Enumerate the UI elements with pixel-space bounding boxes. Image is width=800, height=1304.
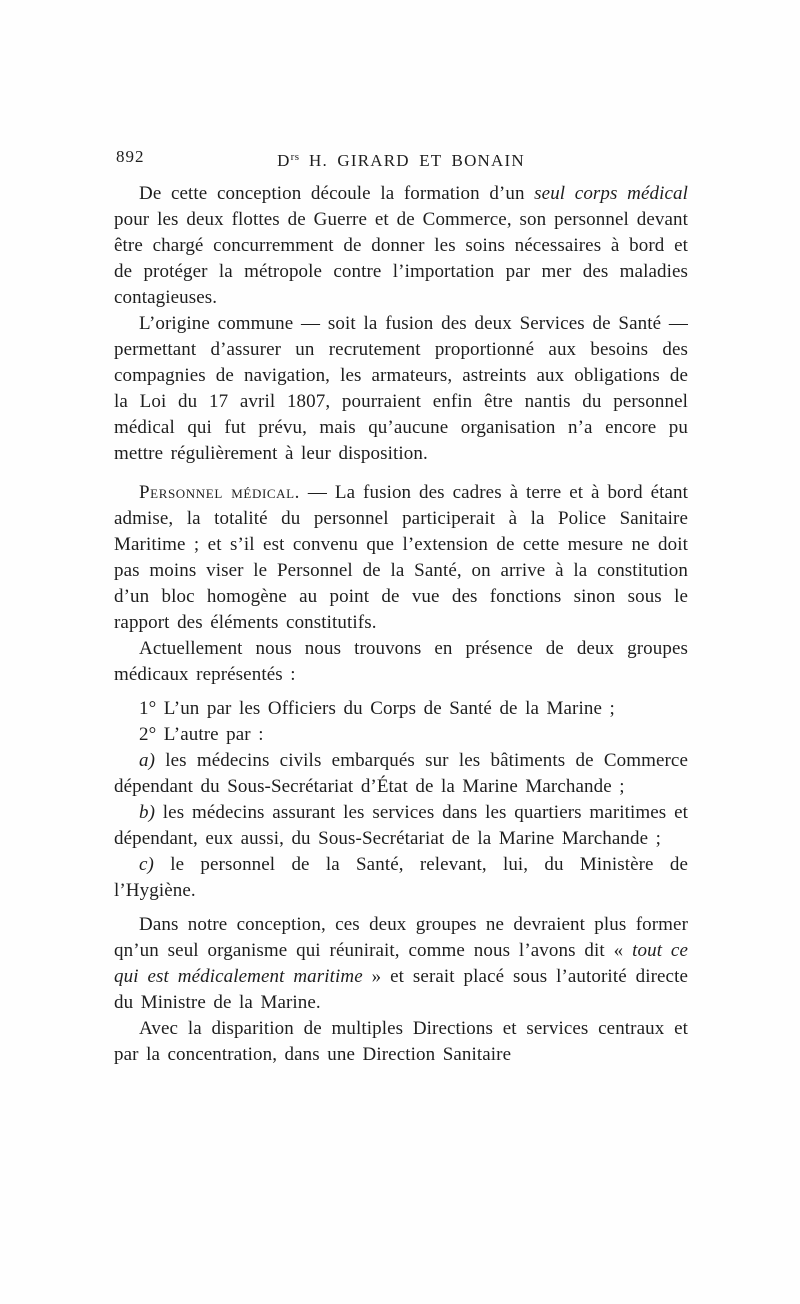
list-item-text: le personnel de la Santé, relevant, lui, du Ministère de l’Hygiène. xyxy=(114,854,688,901)
list-letter-a: a) xyxy=(139,750,156,771)
paragraph-text: De cette conception découle la formation d’un xyxy=(139,183,535,204)
page-body xyxy=(114,181,688,1068)
running-title-superscript: rs xyxy=(290,151,300,163)
paragraph-conception xyxy=(114,912,688,1016)
paragraph-actuellement: Actuellement nous nous trouvons en présence de deux groupes médicaux représentés : xyxy=(114,638,688,685)
paragraph-personnel-medical xyxy=(114,480,688,636)
list-item-1: 1° L’un par les Officiers du Corps de Santé de la Marine ; xyxy=(139,698,615,719)
paragraph-text: » et serait placé sous l’autorité directe du Ministre de la Marine. xyxy=(114,966,688,1013)
list-letter-c: c) xyxy=(139,854,154,875)
list-letter-b: b) xyxy=(139,802,156,823)
running-title-authors: H. GIRARD ET BONAIN xyxy=(299,151,525,170)
paragraph-origine-commune: L’origine commune — soit la fusion des deux Services de Santé — permettant d’assurer un recrutement proportionné aux besoins des compagnies de navigation, les armateurs, astreints aux obligations de la Loi du 17 avril 1807, pourraient enfin être nantis du personnel médical qui fut prévu, mais qu’aucune organisation n’a encore pu mettre régulièrement à leur disposition. xyxy=(114,313,688,464)
list-item-b xyxy=(114,800,688,852)
list-item-text: les médecins civils embarqués sur les bâtiments de Commerce dépendant du Sous-Secrétariat d’État de la Marine Marchande ; xyxy=(114,750,688,797)
running-head xyxy=(114,146,688,168)
list-item-c xyxy=(114,852,688,904)
running-title-prefix: D xyxy=(277,151,291,170)
italic-phrase: seul corps médical xyxy=(534,183,688,204)
paragraph-disparition: Avec la disparition de multiples Directions et services centraux et par la concentration, dans une Direction Sanitaire xyxy=(114,1018,688,1065)
paragraph-text: — La fusion des cadres à terre et à bord étant admise, la totalité du personnel participerait à la Police Sanitaire Maritime ; et s’il est convenu que l’extension de cette mesure ne doit pas moins viser le Personnel de la Santé, on arrive à la constitution d’un bloc homogène au point de vue des fonctions sinon sous le rapport des éléments constitutifs. xyxy=(114,482,688,633)
italic-quote: tout ce qui est médicalement maritime xyxy=(114,940,688,987)
paragraph-text: Dans notre conception, ces deux groupes ne devraient plus former qn’un seul organisme qui réunirait, comme nous l’avons dit « xyxy=(114,914,688,961)
paragraph-text: pour les deux flottes de Guerre et de Commerce, son personnel devant être chargé concurremment de donner les soins nécessaires à bord et de protéger la métropole contre l’importation par mer des maladies contagieuses. xyxy=(114,209,688,308)
list-item-text: les médecins assurant les services dans les quartiers maritimes et dépendant, eux aussi, du Sous-Secrétariat de la Marine Marchande ; xyxy=(114,802,688,849)
page-number: 892 xyxy=(116,147,145,166)
running-title xyxy=(114,146,688,172)
list-item-a xyxy=(114,748,688,800)
list-item-2: 2° L’autre par : xyxy=(139,724,264,745)
paragraph-intro xyxy=(114,181,688,311)
smallcaps-heading: Personnel médical. xyxy=(139,482,301,503)
